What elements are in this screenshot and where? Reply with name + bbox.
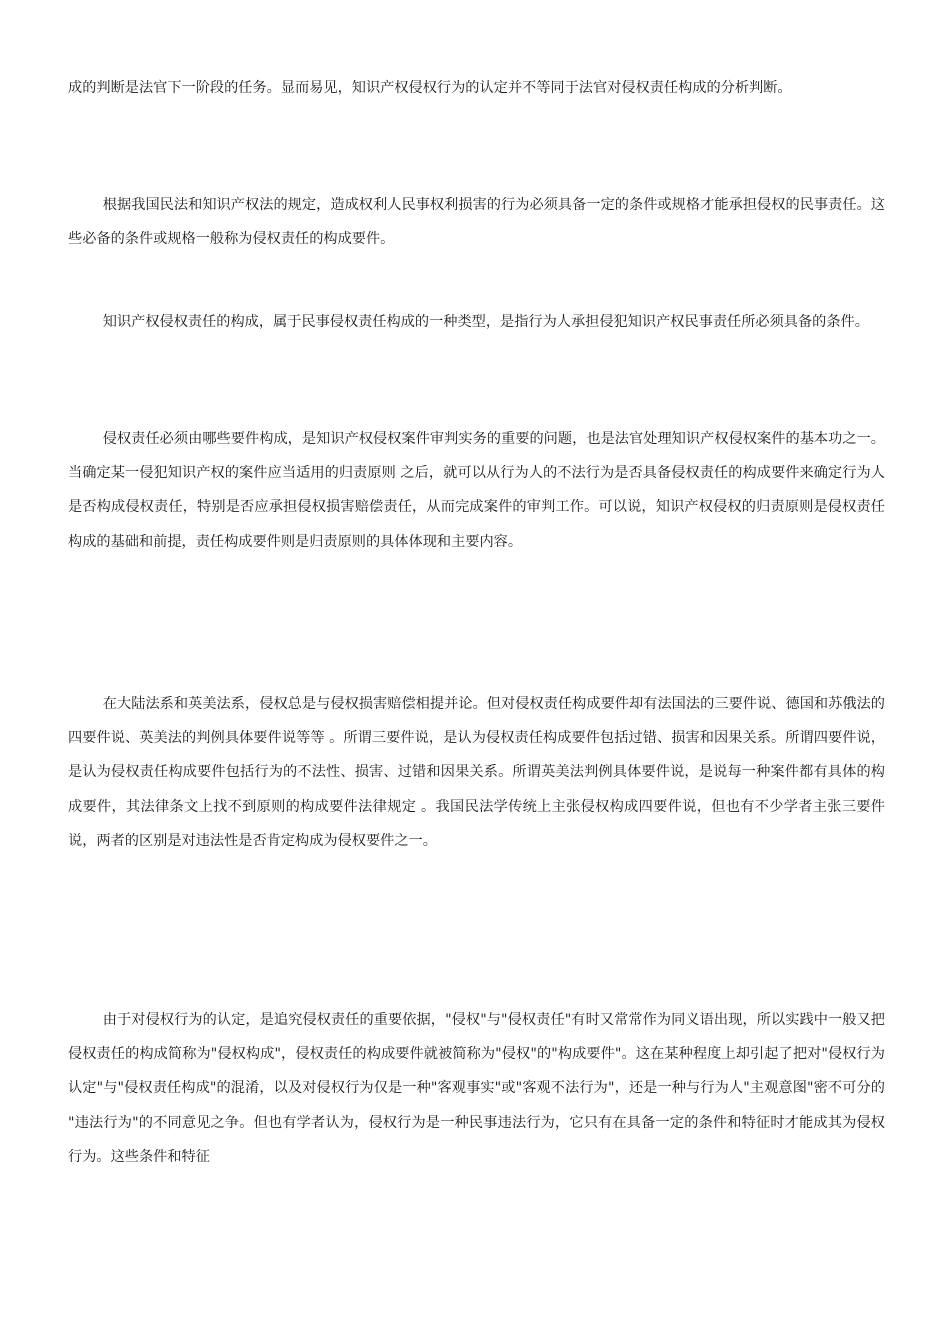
paragraph-1: 成的判断是法官下一阶段的任务。显而易见，知识产权侵权行为的认定并不等同于法官对侵权责任构成的分析判断。: [68, 80, 792, 96]
paragraph-5: 在大陆法系和英美法系，侵权总是与侵权损害赔偿相提并论。但对侵权责任构成要件却有法国法的三要件说、德国和苏俄法的四要件说、英美法的判例具体要件说等等 。所谓三要件说，是认为侵权责任构成要件包括过错、损害和因果关系。所谓四要件说，是认为侵权责任构成要件包括行为的不法性、损害、过错和因果关系。所谓英美法判例具体要件说，是说每一种案件都有具体的构成要件，其法律条文上找不到原则的构成要件法律规定 。我国民法学传统上主张侵权构成四要件说，但也有不少学者主张三要件说，两者的区别是对违法性是否肯定构成为侵权要件之一。: [68, 696, 885, 849]
paragraph-6: 由于对侵权行为的认定，是追究侵权责任的重要依据，"侵权"与"侵权责任"有时又常常作为同义语出现，所以实践中一般又把侵权责任的构成简称为"侵权构成"，侵权责任的构成要件就被简称为"侵权"的"构成要件"。这在某种程度上却引起了把对"侵权行为认定"与"侵权责任构成"的混淆，以及对侵权行为仅是一种"客观事实"或"客观不法行为"，还是一种与行为人"主观意图"密不可分的 "违法行为"的不同意见之争。但也有学者认为，侵权行为是一种民事违法行为，它只有在具备一定的条件和特征时才能成其为侵权行为。这些条件和特征: [68, 1012, 885, 1165]
paragraph-3: 知识产权侵权责任的构成，属于民事侵权责任构成的一种类型，是指行为人承担侵犯知识产权民事责任所必须具备的条件。: [102, 314, 869, 330]
paragraph-2: 根据我国民法和知识产权法的规定，造成权利人民事权利损害的行为必须具备一定的条件或规格才能承担侵权的民事责任。这些必备的条件或规格一般称为侵权责任的构成要件。: [68, 197, 885, 248]
paragraph-4: 侵权责任必须由哪些要件构成，是知识产权侵权案件审判实务的重要的问题，也是法官处理知识产权侵权案件的基本功之一。当确定某一侵犯知识产权的案件应当适用的归责原则 之后，就可以从行为人的不法行为是否具备侵权责任的构成要件来确定行为人是否构成侵权责任，特别是否应承担侵权损害赔偿责任，从而完成案件的审判工作。可以说，知识产权侵权的归责原则是侵权责任构成的基础和前提，责任构成要件则是归责原则的具体体现和主要内容。: [68, 431, 885, 550]
